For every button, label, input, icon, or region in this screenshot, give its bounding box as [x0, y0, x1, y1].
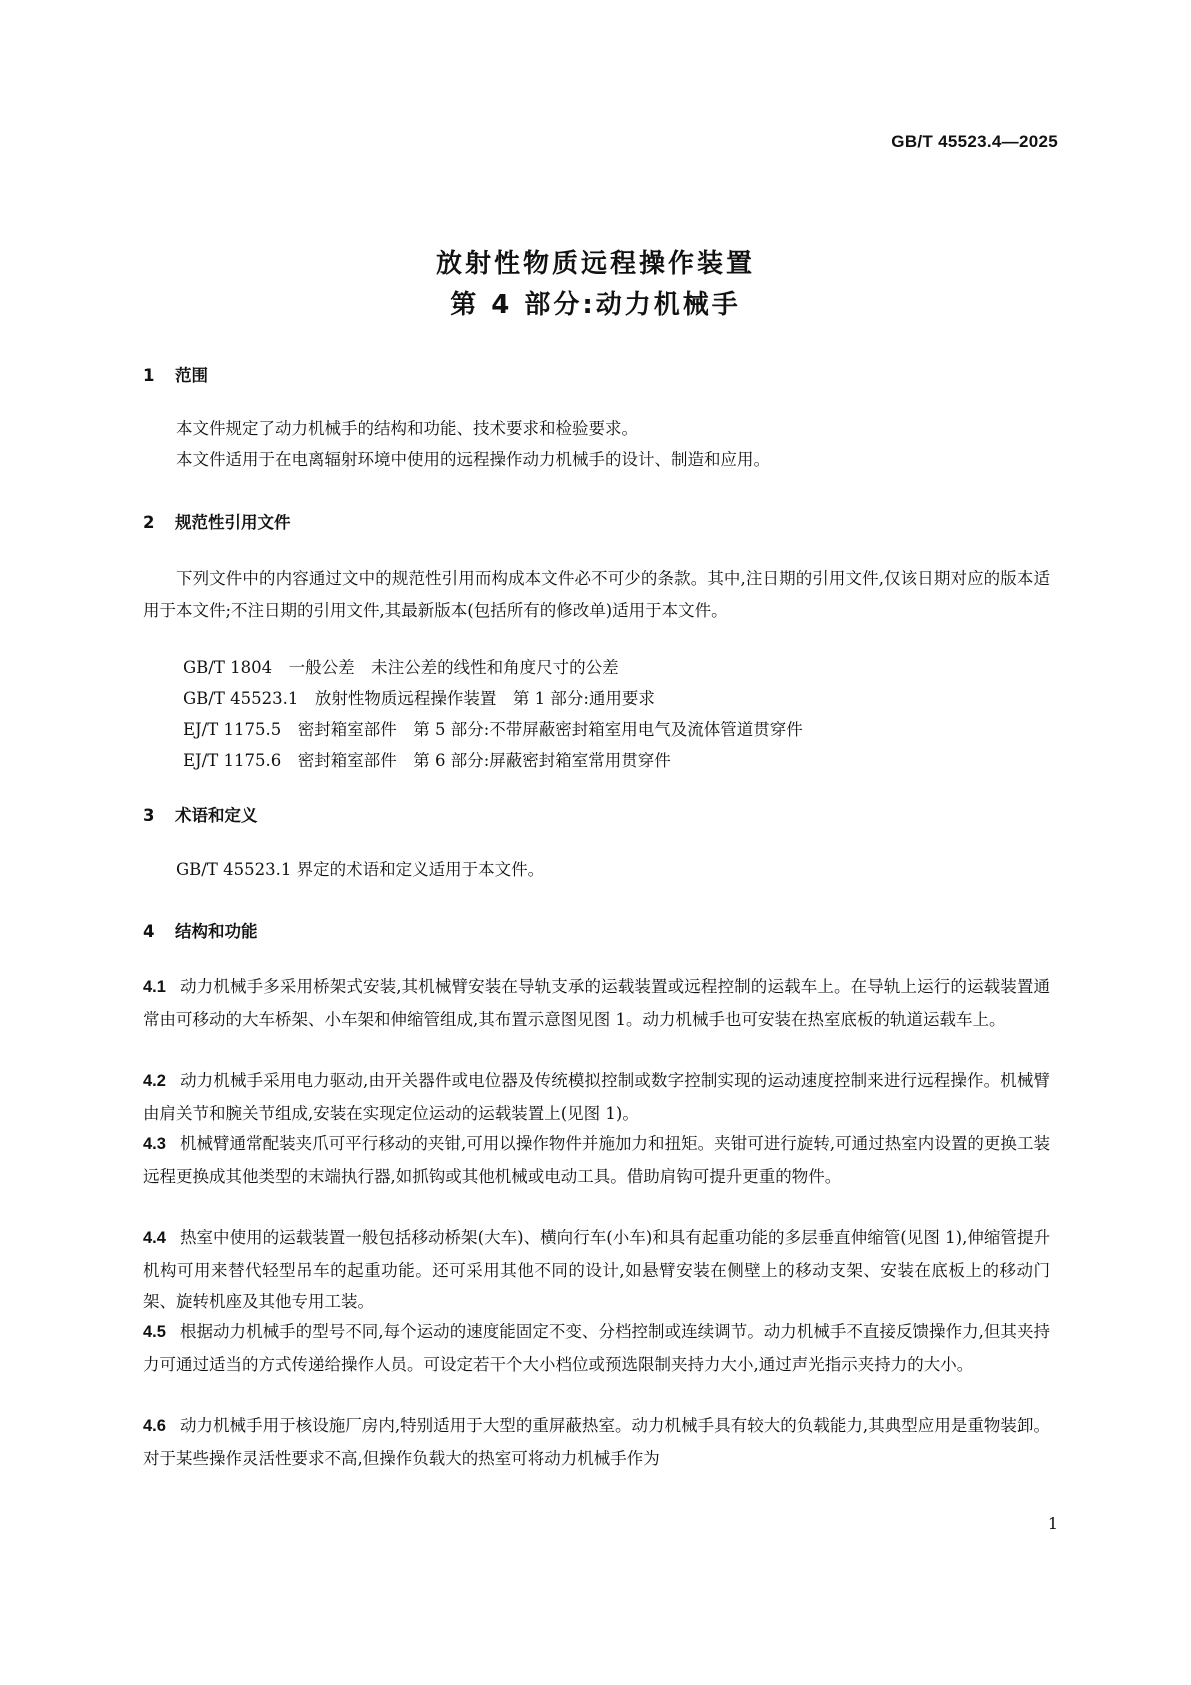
reference-item: GB/T 45523.1 放射性物质远程操作装置 第 1 部分:通用要求 — [183, 689, 655, 708]
clause — [143, 1316, 1050, 1380]
clause-number: 4.1 — [143, 978, 166, 996]
reference-item: EJ/T 1175.5 密封箱室部件 第 5 部分:不带屏蔽密封箱室用电气及流体管道贯穿件 — [183, 720, 803, 739]
clause-number: 4.4 — [143, 1229, 166, 1247]
section-heading-terms — [143, 802, 258, 826]
section-title: 术语和定义 — [175, 806, 258, 825]
section-number: 4 — [143, 922, 155, 941]
clause-number: 4.5 — [143, 1323, 166, 1341]
clause — [143, 971, 1050, 1035]
document-title: 放射性物质远程操作装置 — [435, 249, 755, 279]
clause-number: 4.3 — [143, 1135, 166, 1153]
paragraph: 下列文件中的内容通过文中的规范性引用而构成本文件必不可少的条款。其中,注日期的引用文件,仅该日期对应的版本适用于本文件;不注日期的引用文件,其最新版本(包括所有的修改单)适用于本文件。 — [143, 569, 1050, 620]
clause-text: 动力机械手用于核设施厂房内,特别适用于大型的重屏蔽热室。动力机械手具有较大的负载能力,其典型应用是重物装卸。对于某些操作灵活性要求不高,但操作负载大的热室可将动力机械手作为 — [143, 1416, 1050, 1468]
section-title: 范围 — [175, 366, 208, 385]
reference-item: EJ/T 1175.6 密封箱室部件 第 6 部分:屏蔽密封箱室常用贯穿件 — [183, 751, 671, 770]
section-number: 2 — [143, 513, 155, 532]
section-heading-scope — [143, 362, 208, 386]
clause-text: 机械臂通常配装夹爪可平行移动的夹钳,可用以操作物件并施加力和扭矩。夹钳可进行旋转,可通过热室内设置的更换工装远程更换成其他类型的末端执行器,如抓钩或其他机械或电动工具。借助肩钩可提升更重的物件。 — [143, 1134, 1050, 1186]
clause — [143, 1065, 1050, 1129]
paragraph: 本文件规定了动力机械手的结构和功能、技术要求和检验要求。 — [176, 419, 638, 438]
clause-text: 热室中使用的运载装置一般包括移动桥架(大车)、横向行车(小车)和具有起重功能的多层垂直伸缩管(见图 1),伸缩管提升机构可用来替代轻型吊车的起重功能。还可采用其他不同的设计,如悬臂安装在侧壁上的移动支架、安装在底板上的移动门架、旋转机座及其他专用工装。 — [143, 1228, 1050, 1311]
section-title: 规范性引用文件 — [175, 513, 291, 532]
section-number: 3 — [143, 806, 155, 825]
document-subtitle: 第 4 部分:动力机械手 — [450, 290, 741, 320]
reference-item: GB/T 1804 一般公差 未注公差的线性和角度尺寸的公差 — [183, 658, 619, 677]
section-title: 结构和功能 — [175, 922, 258, 941]
paragraph: GB/T 45523.1 界定的术语和定义适用于本文件。 — [176, 860, 545, 879]
clause-text: 根据动力机械手的型号不同,每个运动的速度能固定不变、分档控制或连续调节。动力机械手不直接反馈操作力,但其夹持力可通过适当的方式传递给操作人员。可设定若干个大小档位或预选限制夹持力大小,通过声光指示夹持力的大小。 — [143, 1322, 1050, 1374]
clause — [143, 1128, 1050, 1192]
section-heading-structure-function — [143, 918, 258, 942]
clause-text: 动力机械手多采用桥架式安装,其机械臂安装在导轨支承的运载装置或远程控制的运载车上。在导轨上运行的运载装置通常由可移动的大车桥架、小车架和伸缩管组成,其布置示意图见图 1。动力机械手也可安装在热室底板的轨道运载车上。 — [143, 977, 1050, 1029]
standard-code: GB/T 45523.4—2025 — [891, 132, 1058, 151]
paragraph: 本文件适用于在电离辐射环境中使用的远程操作动力机械手的设计、制造和应用。 — [176, 450, 770, 469]
section-number: 1 — [143, 366, 155, 385]
clause-number: 4.2 — [143, 1072, 166, 1090]
page-number: 1 — [1047, 1514, 1058, 1533]
clause-number: 4.6 — [143, 1417, 166, 1435]
clause-text: 动力机械手采用电力驱动,由开关器件或电位器及传统模拟控制或数字控制实现的运动速度控制来进行远程操作。机械臂由肩关节和腕关节组成,安装在实现定位运动的运载装置上(见图 1)。 — [143, 1071, 1050, 1123]
section-heading-normative-references — [143, 509, 291, 533]
clause — [143, 1222, 1050, 1318]
clause — [143, 1410, 1050, 1474]
